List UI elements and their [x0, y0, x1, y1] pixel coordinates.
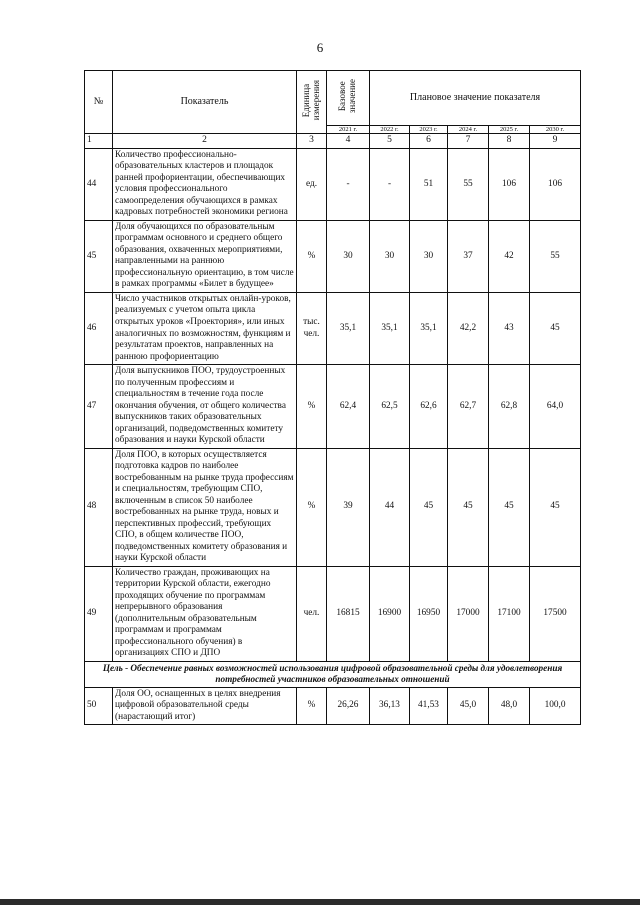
page-number: 6 [316, 40, 324, 55]
header-planned: Плановое значение показателя [370, 71, 581, 126]
row-indicator: Доля обучающихся по образовательным программам основного и среднего общего образования, охваченных мероприятиями, направленными на раннюю профессиональную ориентацию, в том числе в рамках программы «Билет в будущее» [113, 220, 297, 292]
column-number: 6 [410, 134, 448, 149]
row-value-2025: 43 [489, 292, 530, 364]
row-number: 44 [85, 148, 113, 220]
row-value-2030: 100,0 [530, 687, 581, 725]
row-value-2025: 45 [489, 448, 530, 566]
header-no: № [85, 71, 113, 134]
row-value-2023: 45 [410, 448, 448, 566]
header-year-2025: 2025 г. [489, 126, 530, 134]
row-base: 39 [327, 448, 370, 566]
header-base-year: 2021 г. [327, 126, 370, 134]
header-year-2023: 2023 г. [410, 126, 448, 134]
row-value-2023: 30 [410, 220, 448, 292]
row-value-2022: 44 [370, 448, 410, 566]
row-number: 50 [85, 687, 113, 725]
row-unit: % [297, 365, 327, 449]
row-unit: ед. [297, 148, 327, 220]
row-unit: чел. [297, 566, 327, 661]
row-value-2025: 48,0 [489, 687, 530, 725]
row-value-2022: 36,13 [370, 687, 410, 725]
row-number: 47 [85, 365, 113, 449]
row-value-2024: 37 [448, 220, 489, 292]
column-number: 3 [297, 134, 327, 149]
row-value-2024: 17000 [448, 566, 489, 661]
row-value-2030: 64,0 [530, 365, 581, 449]
row-value-2030: 45 [530, 292, 581, 364]
table-row [85, 566, 581, 661]
row-value-2025: 106 [489, 148, 530, 220]
row-indicator: Доля выпускников ПОО, трудоустроенных по полученным профессиям и специальностям в течение года после окончания обучения, от общего количества выпускников таких образовательных организаций, подведомственных комитету образования и науки Курской области [113, 365, 297, 449]
column-number: 8 [489, 134, 530, 149]
row-value-2024: 45 [448, 448, 489, 566]
row-base: 30 [327, 220, 370, 292]
row-value-2024: 55 [448, 148, 489, 220]
column-number-row [85, 134, 581, 149]
row-value-2023: 62,6 [410, 365, 448, 449]
row-number: 48 [85, 448, 113, 566]
row-value-2024: 42,2 [448, 292, 489, 364]
row-base: 26,26 [327, 687, 370, 725]
row-value-2030: 45 [530, 448, 581, 566]
row-number: 45 [85, 220, 113, 292]
page-bottom-edge [0, 899, 640, 905]
row-base: - [327, 148, 370, 220]
row-indicator: Доля ПОО, в которых осуществляется подготовка кадров по наиболее востребованным на рынке труда профессиям и специальностям, требующим СПО, включенным в список 50 наиболее востребованных на рынке труда, новых и перспективных профессий, требующих СПО, в общем количестве ПОО, подведомственных комитету образования и науки Курской области [113, 448, 297, 566]
header-year-2030: 2030 г. [530, 126, 581, 134]
table-row [85, 448, 581, 566]
row-value-2023: 51 [410, 148, 448, 220]
column-number: 2 [113, 134, 297, 149]
header-base: Базовое значение [337, 78, 357, 113]
goal-row [85, 661, 581, 687]
row-value-2030: 106 [530, 148, 581, 220]
row-base: 62,4 [327, 365, 370, 449]
row-indicator: Количество профессионально-образовательных кластеров и площадок ранней профориентации, обеспечивающих условия профессионального самоопределения обучающихся в рамках кадровых потребностей экономики региона [113, 148, 297, 220]
row-value-2022: 16900 [370, 566, 410, 661]
row-number: 46 [85, 292, 113, 364]
goal-text: Цель - Обеспечение равных возможностей использования цифровой образовательной среды для удовлетворения потребностей участников образовательных отношений [85, 661, 581, 687]
row-value-2022: 35,1 [370, 292, 410, 364]
row-number: 49 [85, 566, 113, 661]
table-row [85, 148, 581, 220]
header-year-2024: 2024 г. [448, 126, 489, 134]
header-year-2022: 2022 г. [370, 126, 410, 134]
header-unit-cell [297, 71, 327, 134]
row-value-2030: 17500 [530, 566, 581, 661]
row-value-2022: 62,5 [370, 365, 410, 449]
row-indicator: Число участников открытых онлайн-уроков, реализуемых с учетом опыта цикла открытых уроков «Проектория», или иных аналогичных по возможностям, функциям и результатам проектов, направленных на раннюю профориентацию [113, 292, 297, 364]
row-value-2024: 45,0 [448, 687, 489, 725]
row-indicator: Доля ОО, оснащенных в целях внедрения цифровой образовательной среды (нарастающий итог) [113, 687, 297, 725]
column-number: 4 [327, 134, 370, 149]
table-row [85, 687, 581, 725]
column-number: 9 [530, 134, 581, 149]
row-value-2025: 17100 [489, 566, 530, 661]
column-number: 1 [85, 134, 113, 149]
row-value-2023: 35,1 [410, 292, 448, 364]
header-indicator: Показатель [113, 71, 297, 134]
table-row [85, 365, 581, 449]
table-row [85, 220, 581, 292]
row-value-2030: 55 [530, 220, 581, 292]
table-row [85, 292, 581, 364]
row-base: 16815 [327, 566, 370, 661]
row-value-2024: 62,7 [448, 365, 489, 449]
row-value-2025: 42 [489, 220, 530, 292]
row-indicator: Количество граждан, проживающих на территории Курской области, ежегодно проходящих обучение по программам непрерывного образования (дополнительным образовательным программам и программам профессионального обучения) в организациях СПО и ДПО [113, 566, 297, 661]
row-value-2022: 30 [370, 220, 410, 292]
row-value-2025: 62,8 [489, 365, 530, 449]
row-unit: % [297, 687, 327, 725]
row-unit: % [297, 220, 327, 292]
row-value-2023: 16950 [410, 566, 448, 661]
indicators-table [84, 70, 581, 725]
column-number: 7 [448, 134, 489, 149]
row-value-2022: - [370, 148, 410, 220]
row-unit: тыс. чел. [297, 292, 327, 364]
header-unit: Единица измерения [300, 79, 321, 120]
row-unit: % [297, 448, 327, 566]
header-base-cell [327, 71, 370, 126]
row-value-2023: 41,53 [410, 687, 448, 725]
row-base: 35,1 [327, 292, 370, 364]
column-number: 5 [370, 134, 410, 149]
